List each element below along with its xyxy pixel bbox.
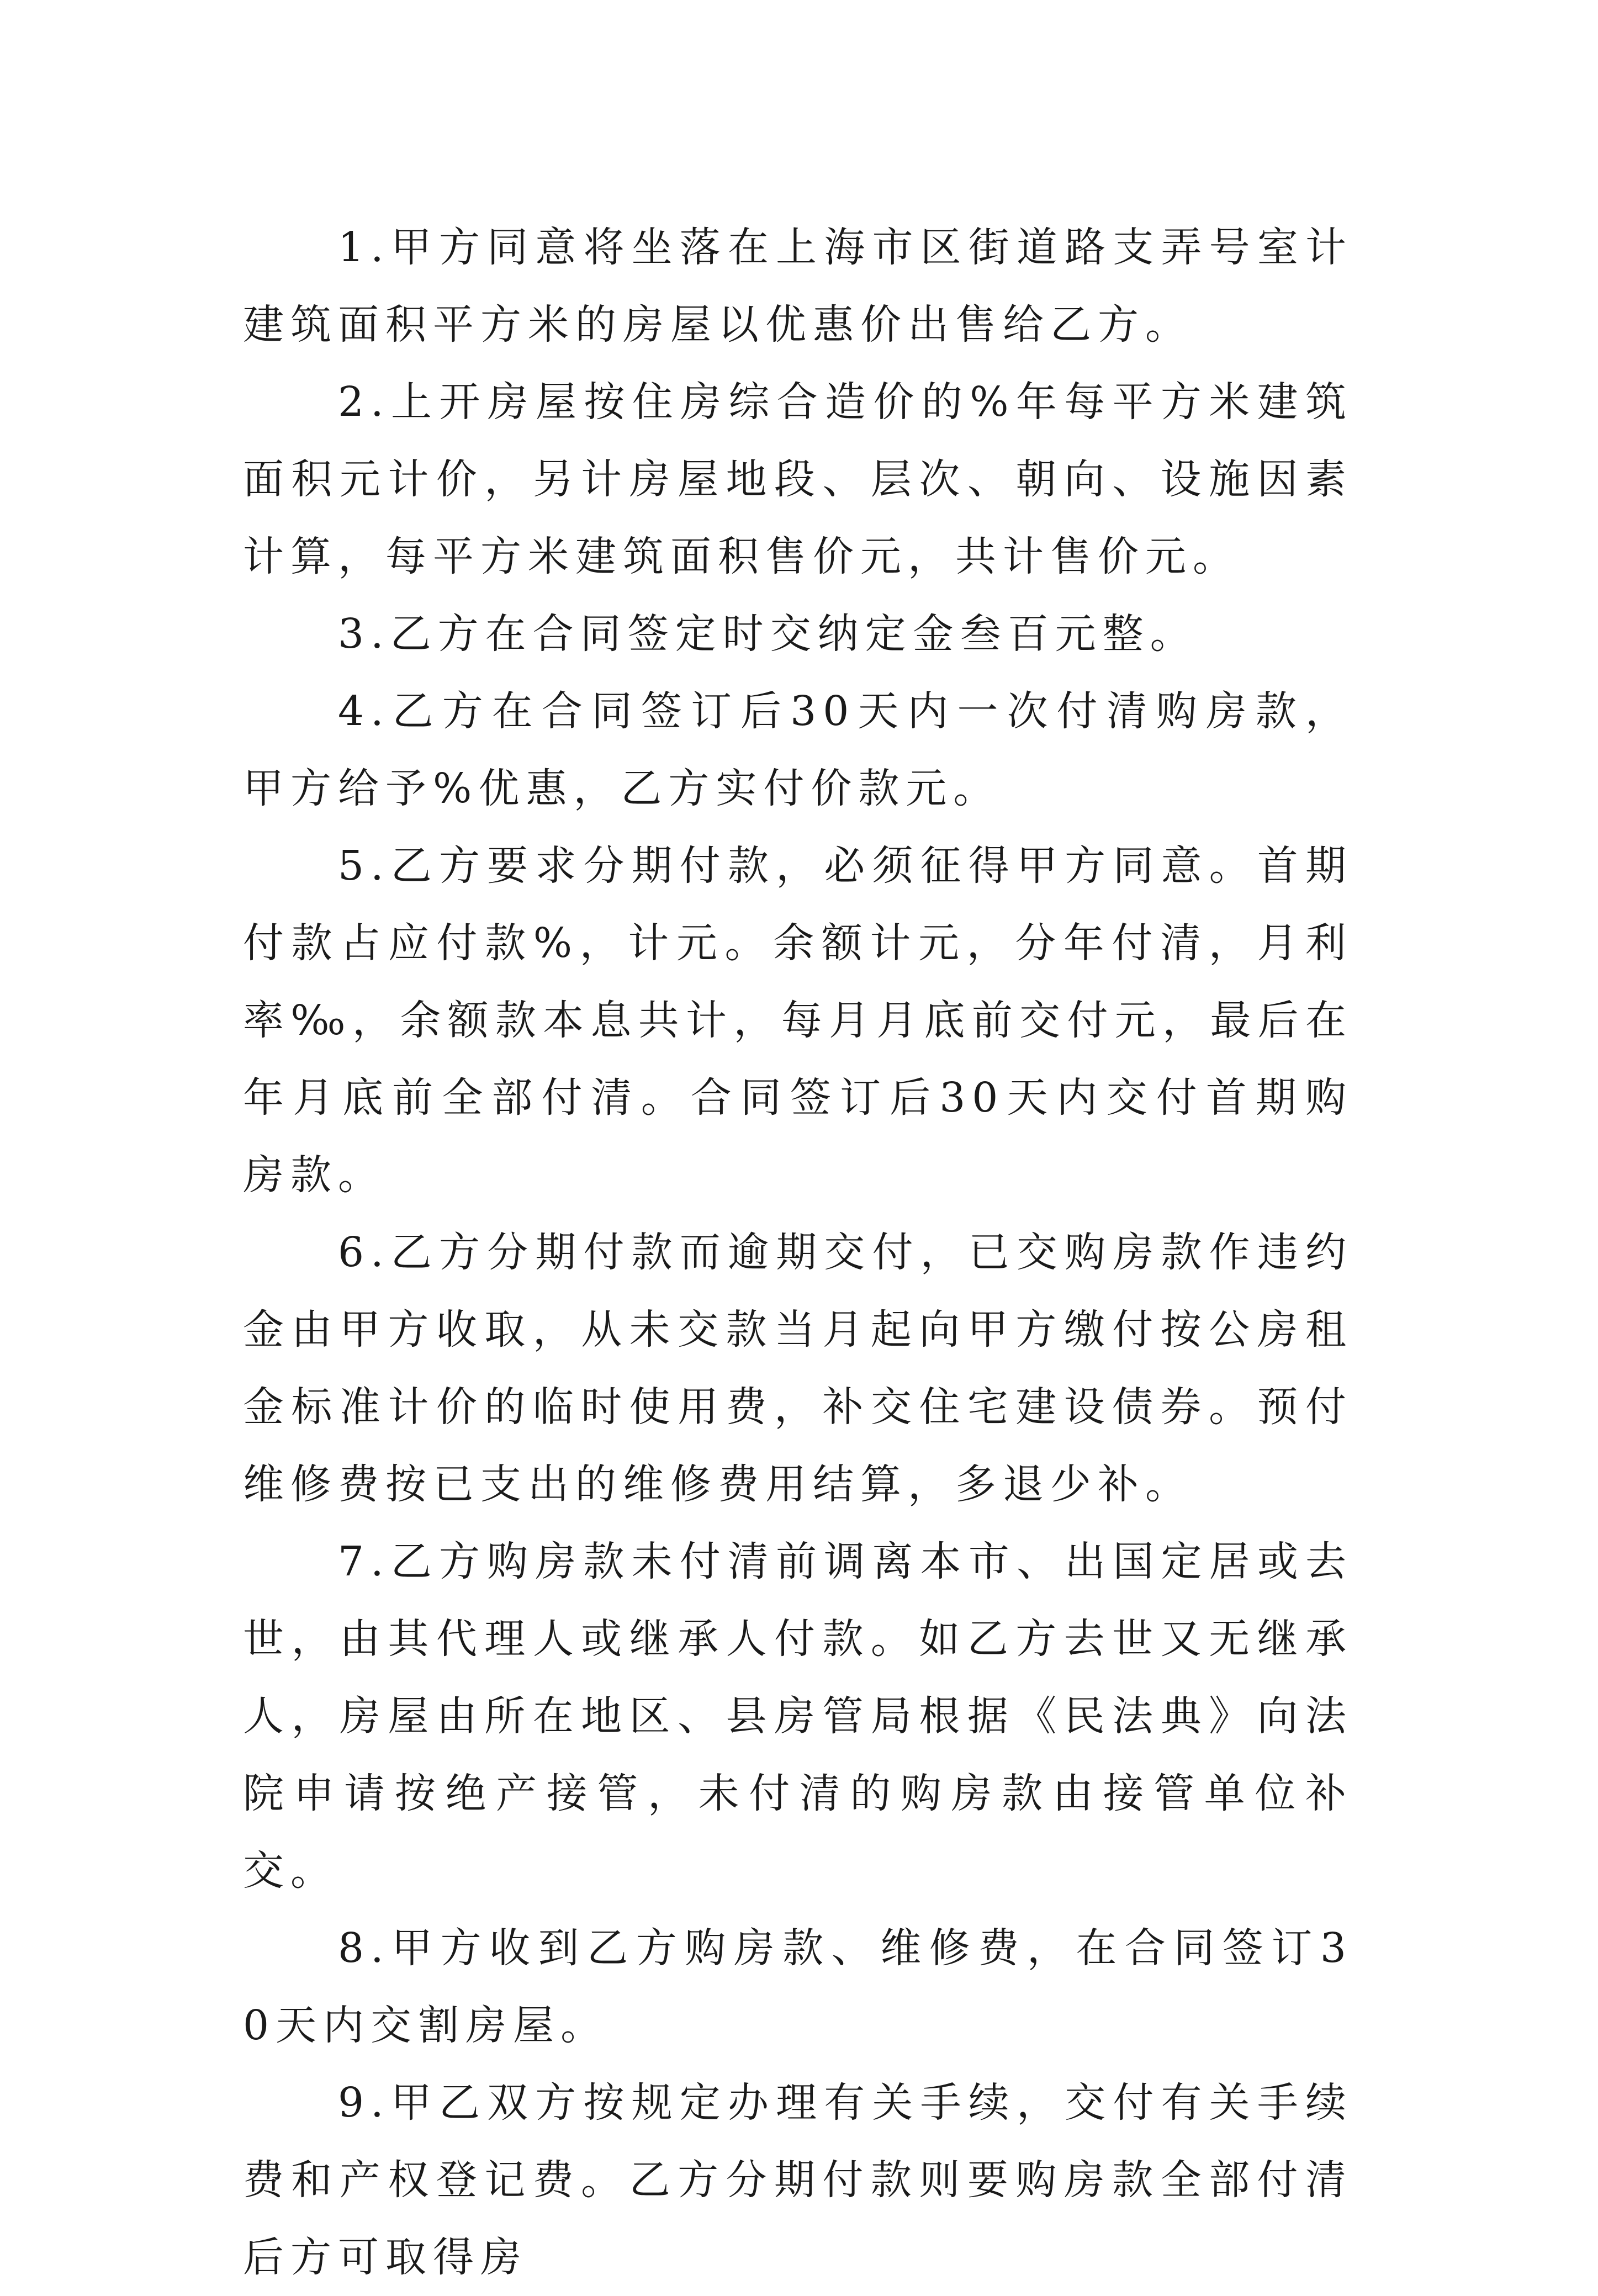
document-body	[243, 209, 1353, 2296]
clause-8: 8.甲方收到乙方购房款、维修费，在合同签订30天内交割房屋。	[243, 1924, 1353, 2049]
clause-7: 7.乙方购房款未付清前调离本市、出国定居或去世，由其代理人或继承人付款。如乙方去世又无继承人，房屋由所在地区、县房管局根据《民法典》向法院申请按绝产接管，未付清的购房款由接管单位补交。	[243, 1538, 1353, 1895]
clause-3: 3.乙方在合同签定时交纳定金叁百元整。	[338, 610, 1198, 658]
clause-9: 9.甲乙双方按规定办理有关手续，交付有关手续费和产权登记费。乙方分期付款则要购房款全部付清后方可取得房	[243, 2079, 1353, 2281]
clause-5: 5.乙方要求分期付款，必须征得甲方同意。首期付款占应付款%，计元。余额计元，分年付清，月利率‰，余额款本息共计，每月月底前交付元，最后在年月底前全部付清。合同签订后30天内交付首期购房款。	[243, 842, 1353, 1199]
clause-1: 1.甲方同意将坐落在上海市区街道路支弄号室计建筑面积平方米的房屋以优惠价出售给乙方。	[243, 224, 1353, 348]
clause-4: 4.乙方在合同签订后30天内一次付清购房款，甲方给予%优惠，乙方实付价款元。	[243, 687, 1353, 812]
clause-2: 2.上开房屋按住房综合造价的%年每平方米建筑面积元计价，另计房屋地段、层次、朝向、设施因素计算，每平方米建筑面积售价元，共计售价元。	[243, 378, 1353, 580]
clause-6: 6.乙方分期付款而逾期交付，已交购房款作违约金由甲方收取，从未交款当月起向甲方缴付按公房租金标准计价的临时使用费，补交住宅建设债券。预付维修费按已支出的维修费用结算，多退少补。	[243, 1229, 1353, 1508]
